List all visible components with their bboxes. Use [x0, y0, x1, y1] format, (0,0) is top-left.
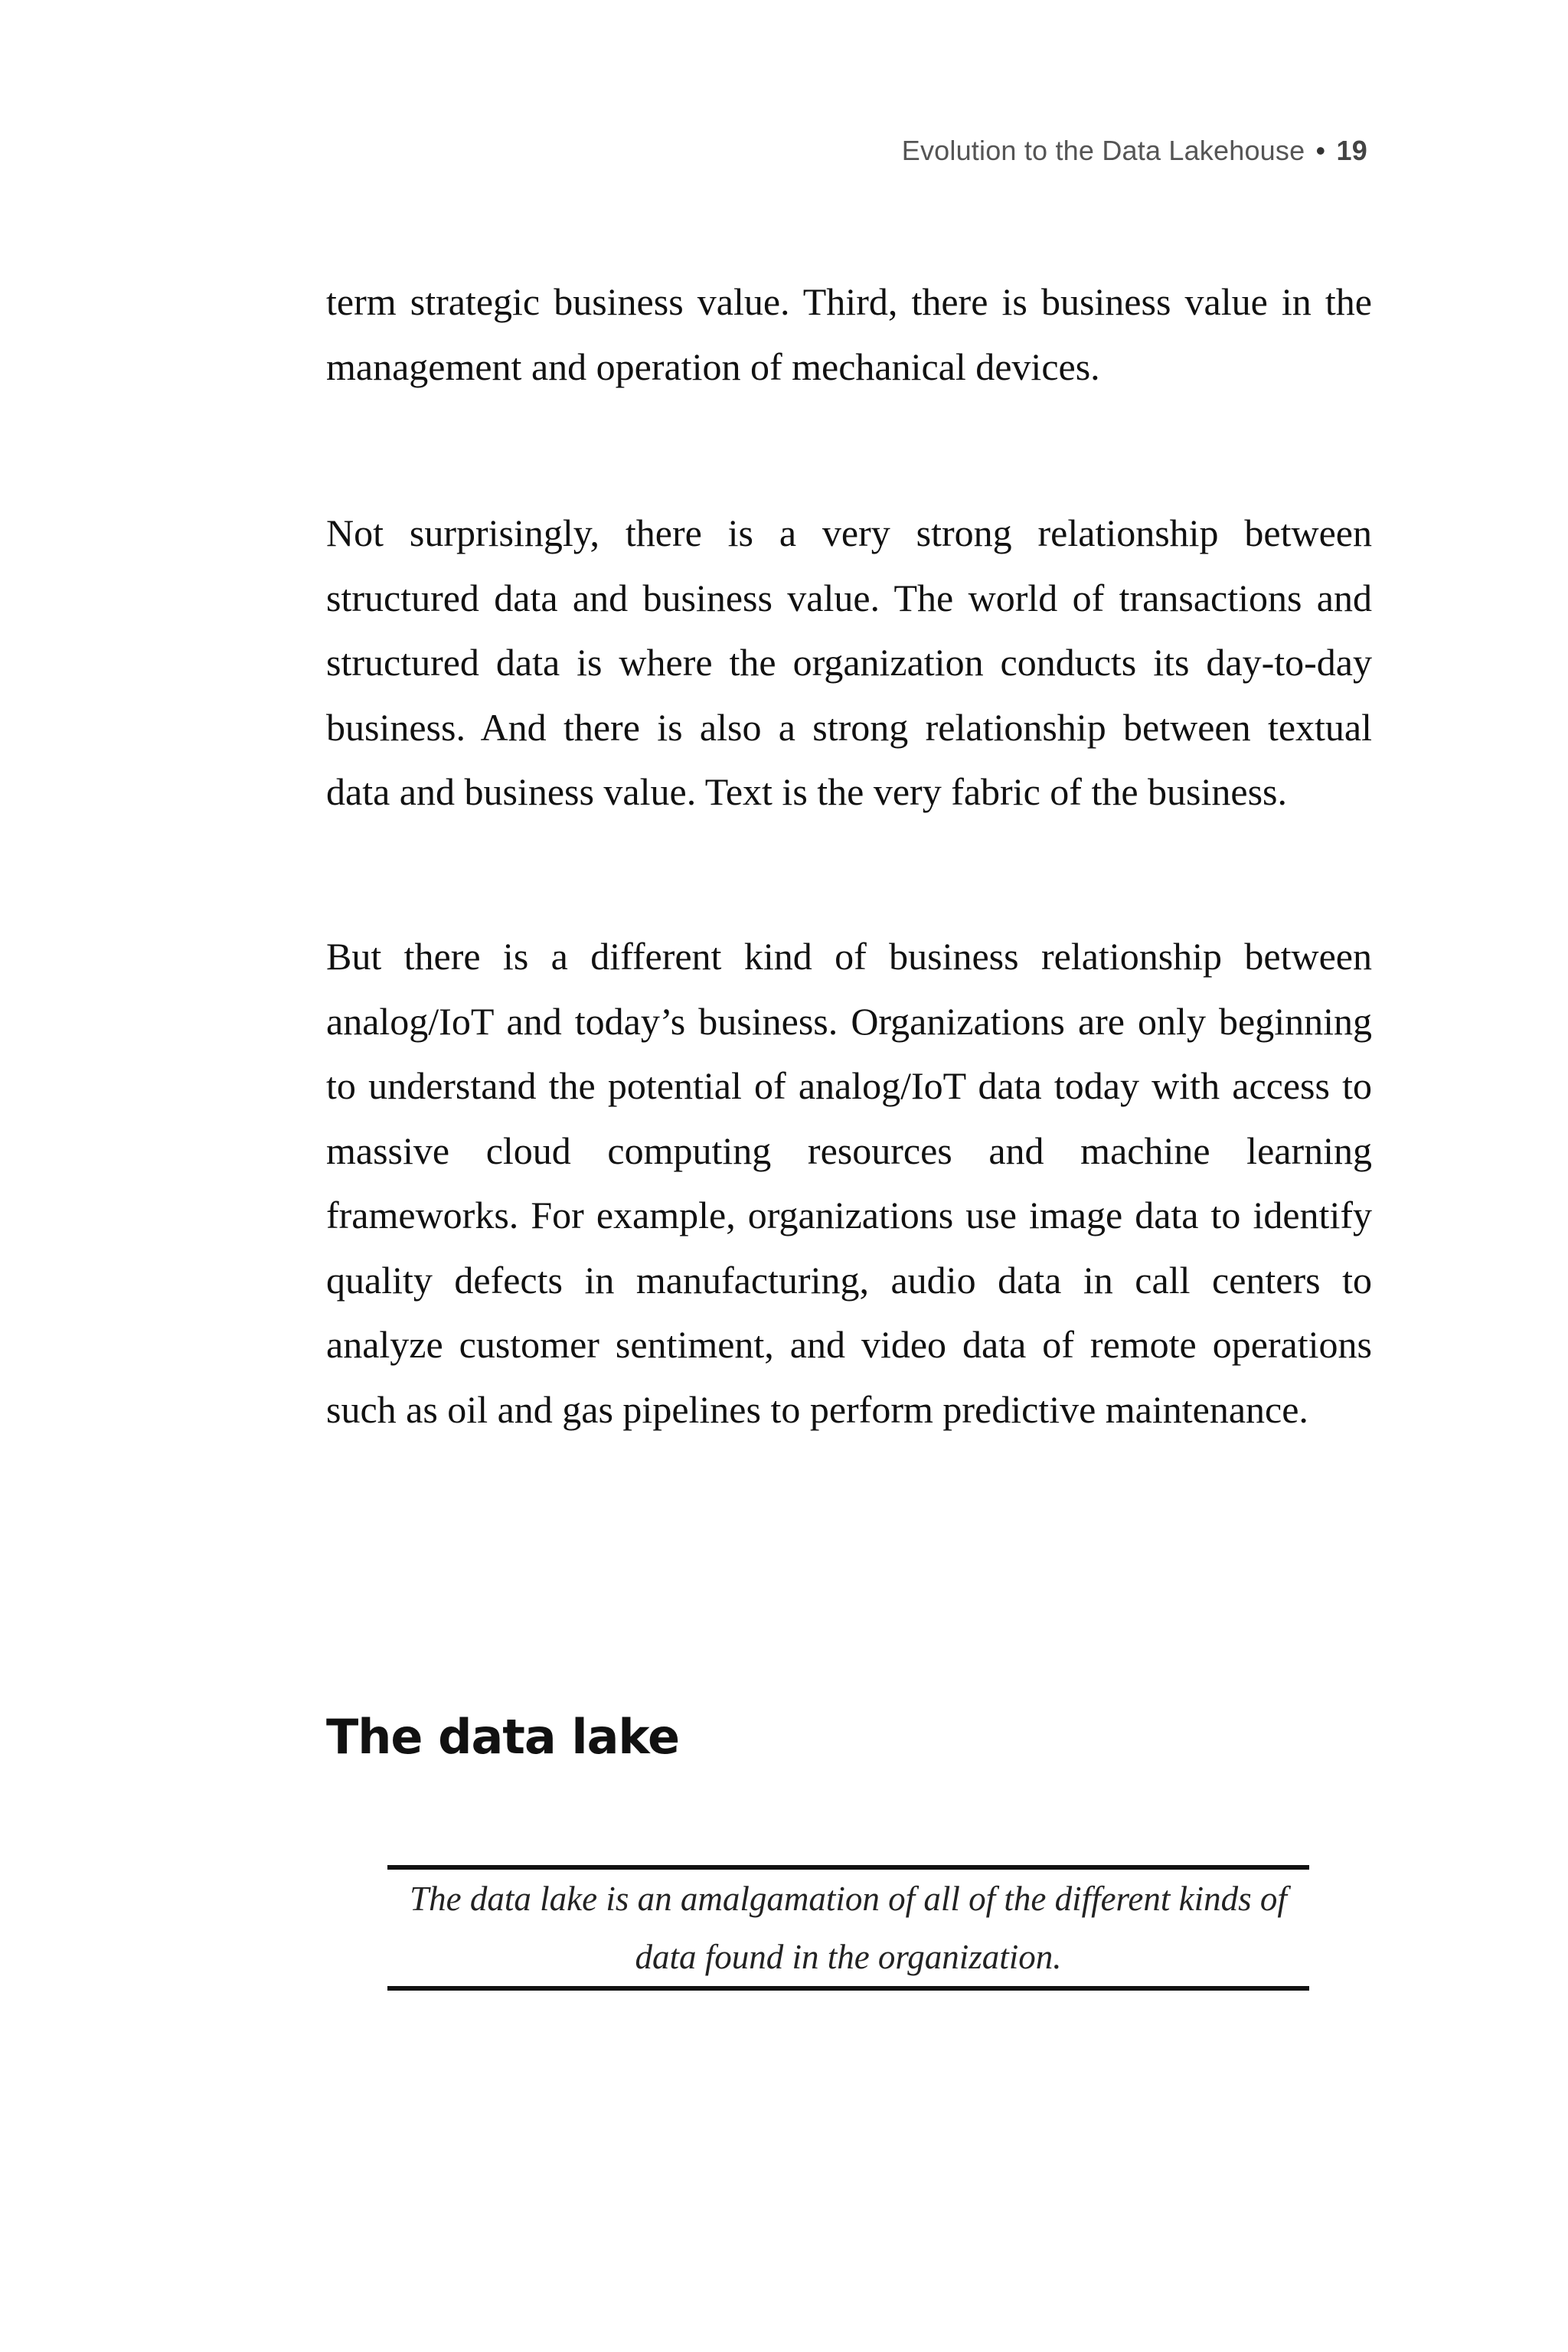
body-paragraph-2: Not surprisingly, there is a very strong relationship between structured data and business value. The world of transactions and structured data is where the organization conducts its day-to-day business. And there is also a strong relationship between textual data and business value. Text is the very fabric of the business. — [326, 511, 1372, 813]
header-bullet-separator: • — [1315, 135, 1326, 166]
section-heading: The data lake — [326, 1709, 680, 1765]
pull-quote-text: The data lake is an amalgamation of all of the different kinds of data found in the organization. — [410, 1880, 1287, 1976]
body-paragraph-3: But there is a different kind of business relationship between analog/IoT and today’s business. Organizations are only beginning to understand the potential of analog/IoT data today with access to massive cloud computing resources and machine learning frameworks. For example, organizations use image data to identify quality defects in manufacturing, audio data in call centers to analyze customer sentiment, and video data of remote operations such as oil and gas pipelines to perform predictive maintenance. — [326, 935, 1372, 1431]
running-header — [902, 135, 1367, 167]
running-title: Evolution to the Data Lakehouse — [901, 135, 1305, 166]
pull-quote — [387, 1865, 1309, 1991]
page-number: 19 — [1336, 135, 1367, 166]
body-paragraph-1: term strategic business value. Third, there is business value in the management and operation of mechanical devices. — [326, 280, 1372, 388]
